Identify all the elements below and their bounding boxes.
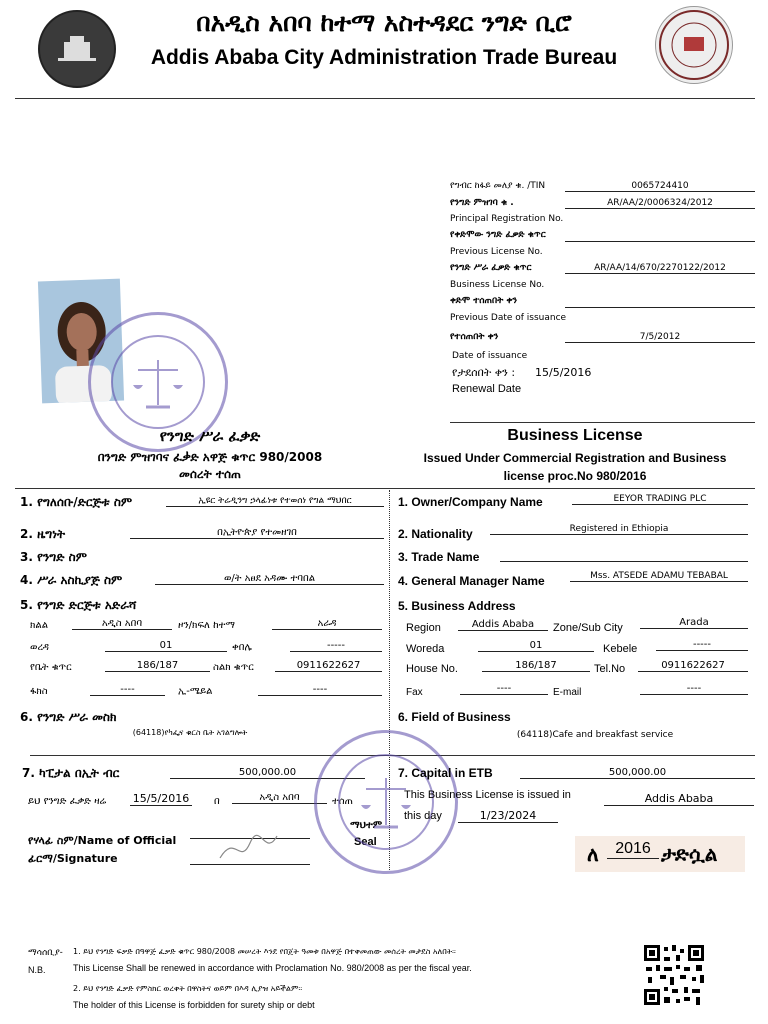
right-fax-label: Fax [406, 687, 423, 698]
left-issued-text-a: ይህ የንግድ ፈቃድ ዛሬ [28, 796, 107, 807]
right-zone-value: Arada [640, 617, 748, 629]
renewal-date-label-en: Renewal Date [452, 383, 522, 395]
note-1-en: This License Shall be renewed in accordance with Proclamation No. 980/2008 as per the fiscal year. [73, 963, 472, 973]
license-sub2-am: መሰረት ተሰጠ [178, 467, 241, 481]
left-owner-label: 1. የግለሰቡ/ድርጅቱ ስም [20, 495, 133, 509]
right-field-label: 6. Field of Business [398, 710, 511, 724]
prev-date-value [565, 296, 755, 308]
qr-code-icon [642, 943, 706, 1007]
business-license-label-en: Business License No. [450, 280, 545, 290]
right-nationality-label: 2. Nationality [398, 527, 473, 541]
issue-date-label-en: Date of issuance [452, 351, 528, 361]
prev-license-value [565, 230, 755, 242]
right-woreda-label: Woreda [406, 643, 445, 655]
seal-label-en: Seal [354, 836, 377, 848]
right-trade-name-label: 3. Trade Name [398, 550, 480, 564]
left-nationality-value: በኢትዮጵያ የተመዘገበ [130, 527, 384, 539]
prev-date-label-am: ቀድሞ ተሰጠበት ቀን [450, 296, 518, 306]
right-tel-label: Tel.No [594, 663, 626, 675]
prev-date-label-en: Previous Date of issuance [450, 313, 567, 323]
issue-date-label-am: የተሰጠበት ቀን [450, 332, 499, 342]
license-title-am: የንግድ ሥራ ፈቃድ [159, 427, 261, 445]
nb-label-en: N.B. [28, 965, 46, 975]
scales-icon [317, 733, 455, 871]
right-email-value: ---- [640, 683, 748, 695]
left-woreda-label: ወረዳ [30, 642, 49, 653]
renewal-date-value: 15/5/2016 [535, 366, 592, 379]
left-region-label: ክልል [30, 620, 49, 631]
prev-license-label-en: Previous License No. [450, 247, 543, 257]
right-capital-value: 500,000.00 [520, 767, 755, 779]
business-license-label-am: የንግድ ሥራ ፈቃድ ቁጥር [450, 263, 532, 273]
left-woreda-value: 01 [105, 640, 227, 652]
left-nationality-label: 2. ዜግነት [20, 527, 66, 541]
header-title-english: Addis Ababa City Administration Trade Bureau [150, 46, 618, 69]
handwritten-signature-icon [215, 828, 285, 868]
right-tel-value: 0911622627 [638, 660, 748, 672]
note-2-am: 2. ይህ የንግድ ፈቃድ የምስክር ወረቀት በዋስትና ወይም በእዳ ሊያዝ አይችልም። [73, 984, 303, 993]
left-kebele-value: ----- [290, 640, 382, 652]
header-title-amharic: በአዲስ አበባ ከተማ አስተዳደር ንግድ ቢሮ [196, 8, 572, 37]
registry-bottom-rule [450, 422, 755, 423]
renewal-badge [575, 836, 745, 872]
left-trade-name-label: 3. የንግድ ስም [20, 550, 87, 564]
issue-date-value: 7/5/2012 [565, 332, 755, 343]
prev-license-label-am: የቀድሞው ንግድ ፈቃድ ቁጥር [450, 230, 546, 240]
left-fax-value: ---- [90, 684, 165, 696]
right-issued-text-a: This Business License is issued in [404, 789, 571, 801]
left-manager-value: ወ/ት አፀደ አዳሙ ተባበል [155, 573, 384, 585]
renewal-year: 2016 [607, 840, 659, 859]
left-house-label: የቤት ቁጥር [30, 662, 72, 673]
business-license-value: AR/AA/14/670/2270122/2012 [565, 263, 755, 274]
tin-value: 0065724410 [565, 181, 755, 192]
right-trade-name-value [500, 549, 748, 562]
left-tel-label: ስልክ ቁጥር [213, 662, 254, 673]
right-nationality-value: Registered in Ethiopia [490, 524, 748, 535]
right-house-label: House No. [406, 663, 458, 675]
right-fax-value: ---- [460, 683, 548, 695]
right-kebele-value: ----- [656, 639, 748, 651]
reg-label-am: የንግድ ምዝገባ ቁ . [450, 198, 514, 208]
right-field-value: (64118)Cafe and breakfast service [516, 730, 674, 740]
left-owner-value: ኢዩር ትሬዲንግ ኃላፊነቱ የተወሰነ የግል ማህበር [166, 496, 384, 507]
left-field-value: (64118)የካፌና ቁርስ ቤት አገልግሎት [132, 728, 248, 737]
license-sub2-en: license proc.No 980/2016 [503, 469, 647, 483]
right-email-label: E-mail [553, 687, 582, 698]
right-kebele-label: Kebele [603, 643, 638, 655]
right-house-value: 186/187 [482, 660, 590, 672]
license-title-en: Business License [507, 427, 643, 444]
left-region-value: አዲስ አበባ [72, 618, 172, 630]
left-capital-value: 500,000.00 [170, 767, 365, 779]
right-region-value: Addis Ababa [458, 619, 548, 631]
right-manager-value: Mss. ATSEDE ADAMU TEBABAL [570, 571, 748, 582]
seal-label-am: ማህተም [350, 820, 383, 831]
left-field-label: 6. የንግድ ሥራ መስክ [20, 710, 117, 724]
right-issued-place: Addis Ababa [604, 792, 754, 806]
official-stamp-bottom [314, 730, 458, 874]
right-issued-text-b: this day [404, 810, 442, 822]
reg-value: AR/AA/2/0006324/2012 [565, 198, 755, 209]
right-capital-label: 7. Capital in ETB [398, 766, 493, 780]
note-2-en: The holder of this License is forbidden for surety ship or debt [73, 1000, 315, 1010]
left-kebele-label: ቀበሌ [232, 642, 252, 653]
right-zone-label: Zone/Sub City [553, 622, 623, 634]
signature-label: ፊርማ/Signature [28, 852, 118, 865]
right-owner-label: 1. Owner/Company Name [398, 495, 543, 509]
left-zone-label: ዞን/ክፍለ ከተማ [178, 620, 235, 631]
left-tel-value: 0911622627 [275, 660, 382, 672]
left-manager-label: 4. ሥራ አስኪያጅ ስም [20, 573, 123, 587]
official-name-label: የሃላፊ ስም/Name of Official [28, 834, 177, 847]
left-issued-text-b: በ [214, 796, 220, 807]
left-zone-value: አራዳ [272, 618, 382, 630]
right-owner-value: EEYOR TRADING PLC [572, 494, 748, 505]
left-capital-label: 7. ካፒታል በኢት ብር [22, 766, 120, 780]
right-issued-date: 1/23/2024 [458, 809, 558, 823]
license-sub1-en: Issued Under Commercial Registration and Business [423, 451, 727, 465]
left-email-value: ---- [258, 684, 382, 696]
note-1-am: 1. ይህ የንግድ ፍቃድ በዓዋጅ ፈቃድ ቁጥር 980/2008 መሠረት እንደ የበጀት ዓመቱ በአዋጅ በተቀመጠው መሰረት መታደስ አለበት። [73, 947, 456, 956]
reg-label-en: Principal Registration No. [450, 214, 564, 224]
right-address-label: 5. Business Address [398, 599, 516, 613]
right-manager-label: 4. General Manager Name [398, 574, 545, 588]
left-house-value: 186/187 [105, 660, 210, 672]
left-email-label: ኢ-ሜይል [178, 686, 213, 697]
left-issued-text-c: ተሰጠ [332, 796, 353, 807]
body-top-rule [15, 488, 755, 489]
left-fax-label: ፋክስ [30, 686, 48, 697]
license-sub1-am: በንግድ ምዝገባና ፈቃድ አዋጅ ቁጥር 980/2008 [97, 450, 323, 464]
renewal-date-label-am: የታደሰበት ቀን : [452, 366, 516, 379]
tin-label: የግብር ከፋይ መለያ ቁ. /TIN [450, 181, 546, 191]
left-issued-place: አዲስ አበባ [232, 792, 327, 804]
right-woreda-value: 01 [478, 640, 594, 652]
renewal-suffix: ታድሷል [661, 842, 718, 866]
header-divider [15, 98, 755, 99]
right-region-label: Region [406, 622, 441, 634]
left-issued-date: 15/5/2016 [130, 792, 192, 806]
renewal-prefix: ለ [587, 842, 599, 866]
nb-label-am: ማሳሰቢያ- [28, 947, 63, 957]
left-address-label: 5. የንግድ ድርጅቱ አድራሻ [20, 598, 137, 612]
